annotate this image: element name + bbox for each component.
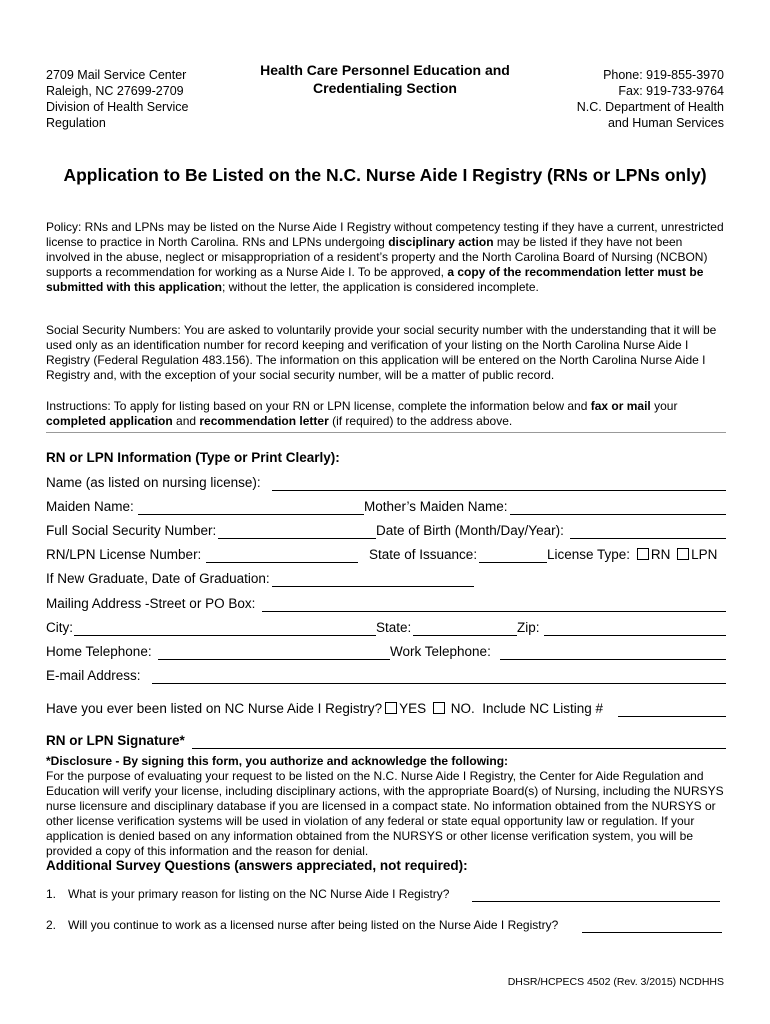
disclosure	[46, 754, 726, 859]
section-line: Health Care Personnel Education and	[260, 62, 510, 78]
question-text: Will you continue to work as a licensed nurse after being listed on the Nurse Aide I Registry?	[68, 918, 559, 932]
signature-row	[46, 733, 726, 753]
ssn-paragraph: Social Security Numbers: You are asked to voluntarily provide your social security number with the understanding that it will be used only as an identification number for record keeping and verification of your listing on the North Carolina Nurse Aide I Registry (Federal Regulation 483.156). The information on this application will be entered on the North Carolina Nurse Aide I Registry and, with the exception of your social security number, will be a matter of public record.	[46, 323, 717, 382]
policy-paragraph	[46, 220, 726, 295]
instructions-text: and	[172, 414, 200, 428]
phone: Phone: 919-855-3970	[603, 68, 724, 82]
address-line: Regulation	[46, 116, 106, 130]
name-label: Name (as listed on nursing license):	[46, 475, 261, 490]
department-line: N.C. Department of Health	[576, 100, 724, 114]
mother-maiden-label: Mother’s Maiden Name:	[364, 499, 508, 514]
dob-label: Date of Birth (Month/Day/Year):	[376, 523, 564, 538]
policy-text: ; without the letter, the application is considered incomplete.	[222, 280, 539, 294]
license-number-field[interactable]	[206, 562, 358, 563]
section-line: Credentialing Section	[313, 80, 457, 96]
policy-text: Policy: RNs and LPNs may be listed on the Nurse Aide I Registry without competency testing if they have a current, unrestricted license to practice in North Carolina. RNs and LPNs undergoing	[46, 220, 724, 249]
divider	[46, 432, 726, 433]
yes-checkbox[interactable]	[385, 702, 397, 714]
instructions-text: (if required) to the address above.	[328, 414, 513, 428]
maiden-row	[46, 499, 726, 519]
address-line: Raleigh, NC 27699-2709	[46, 84, 184, 98]
lpn-checkbox[interactable]	[677, 548, 689, 560]
license-number-label: RN/LPN License Number:	[46, 547, 202, 562]
zip-field[interactable]	[544, 635, 726, 636]
home-telephone-field[interactable]	[158, 659, 390, 660]
email-field[interactable]	[152, 683, 726, 684]
state-field[interactable]	[413, 635, 517, 636]
license-row	[46, 547, 726, 567]
listing-label: Include NC Listing #	[482, 701, 604, 716]
work-telephone-label: Work Telephone:	[390, 644, 491, 659]
license-type-group	[547, 547, 717, 562]
header-contact	[494, 67, 724, 131]
mailing-row	[46, 596, 726, 616]
mailing-address-field[interactable]	[262, 611, 726, 612]
survey-answer-1-field[interactable]	[472, 901, 720, 902]
instructions-bold: fax or mail	[590, 399, 651, 413]
yes-label: YES	[399, 701, 427, 716]
form-footer: DHSR/HCPECS 4502 (Rev. 3/2015) NCDHHS	[507, 976, 724, 988]
question-number: 1.	[46, 887, 57, 901]
rn-checkbox[interactable]	[637, 548, 649, 560]
instructions-text: your	[650, 399, 678, 413]
ssn-row	[46, 523, 726, 543]
listing-number-field[interactable]	[618, 716, 726, 717]
maiden-label: Maiden Name:	[46, 499, 134, 514]
dob-field[interactable]	[570, 538, 726, 539]
lpn-label: LPN	[691, 547, 718, 562]
graduation-date-field[interactable]	[272, 586, 474, 587]
graduation-row	[46, 571, 726, 591]
policy-bold: disciplinary action	[388, 235, 494, 249]
city-row	[46, 620, 726, 640]
form-title: Application to Be Listed on the N.C. Nurse Aide I Registry (RNs or LPNs only)	[63, 165, 707, 185]
name-field[interactable]	[272, 490, 726, 491]
graduation-label: If New Graduate, Date of Graduation:	[46, 571, 270, 586]
registry-row	[46, 701, 726, 721]
policy-text: may be listed if they have not been involved in the abuse, neglect or misappropriation of a resident’s property and the North Carolina Board of Nursing (NCBON) supports a recommendation for working as a Nurse Aide I. To be approved,	[46, 235, 708, 279]
question-text: What is your primary reason for listing on the NC Nurse Aide I Registry?	[68, 887, 450, 901]
instructions-bold: recommendation letter	[199, 414, 329, 428]
maiden-name-field[interactable]	[138, 514, 364, 515]
zip-label: Zip:	[517, 620, 540, 635]
survey-heading: Additional Survey Questions (answers appreciated, not required):	[46, 858, 468, 873]
mother-maiden-name-field[interactable]	[510, 514, 726, 515]
work-telephone-field[interactable]	[500, 659, 726, 660]
state-issuance-field[interactable]	[479, 562, 547, 563]
no-label: NO.	[450, 701, 475, 716]
address-line: Division of Health Service	[46, 100, 189, 114]
address-line: 2709 Mail Service Center	[46, 68, 187, 82]
state-issuance-label: State of Issuance:	[369, 547, 478, 562]
license-type-label: License Type:	[547, 547, 631, 562]
registry-question-label: Have you ever been listed on NC Nurse Aide I Registry?	[46, 701, 383, 716]
no-checkbox[interactable]	[433, 702, 445, 714]
instructions-bold: completed application	[46, 414, 173, 428]
home-telephone-label: Home Telephone:	[46, 644, 152, 659]
survey-question	[46, 887, 726, 905]
telephone-row	[46, 644, 726, 664]
email-row	[46, 668, 726, 688]
city-label: City:	[46, 620, 73, 635]
state-label: State:	[376, 620, 412, 635]
name-row	[46, 475, 726, 495]
instructions-paragraph	[46, 399, 726, 429]
city-field[interactable]	[74, 635, 376, 636]
department-line: and Human Services	[607, 116, 724, 130]
disclosure-text: For the purpose of evaluating your request to be listed on the N.C. Nurse Aide I Registry, the Center for Aide Regulation and Education will verify your license, including disciplinary actions, with the appropriate Board(s) of Nursing, including the NURSYS nurse licensure and disciplinary database if you are licensed in a compact state. No information obtained from the NURSYS or other license verification systems will be used in violation of any federal or state equal opportunity law or regulation. If your application is denied based on any information obtained from the NURSYS or other license verification system, you will be provided a copy of this information and the reason for denial.	[46, 769, 724, 858]
ssn-field[interactable]	[218, 538, 376, 539]
mailing-label: Mailing Address -Street or PO Box:	[46, 596, 256, 611]
policy-bold: a copy of the recommendation letter must be submitted with this application	[46, 265, 704, 294]
registry-question	[46, 701, 603, 716]
ssn-label: Full Social Security Number:	[46, 523, 217, 538]
email-label: E-mail Address:	[46, 668, 141, 683]
disclosure-heading: *Disclosure - By signing this form, you authorize and acknowledge the following:	[46, 754, 509, 768]
instructions-text: Instructions: To apply for listing based on your RN or LPN license, complete the information below and	[46, 399, 591, 413]
rn-label: RN	[650, 547, 671, 562]
survey-answer-2-field[interactable]	[582, 932, 722, 933]
header-address	[46, 67, 256, 131]
question-number: 2.	[46, 918, 57, 932]
signature-field[interactable]	[192, 748, 726, 749]
info-heading: RN or LPN Information (Type or Print Clearly):	[46, 450, 340, 465]
signature-label: RN or LPN Signature*	[46, 733, 185, 748]
fax: Fax: 919-733-9764	[618, 84, 724, 98]
survey-question	[46, 918, 726, 936]
